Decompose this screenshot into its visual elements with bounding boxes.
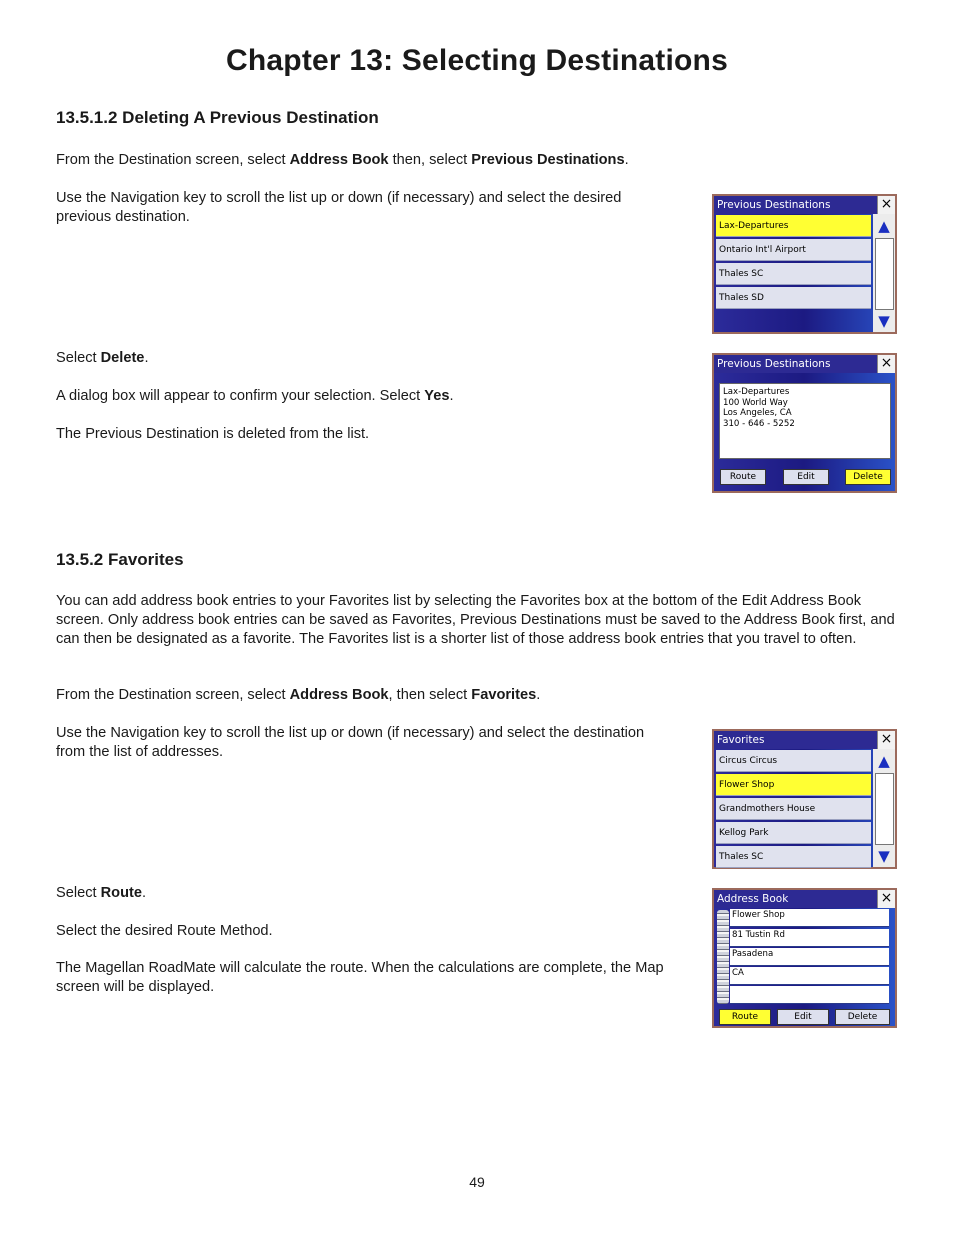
address-box — [719, 383, 891, 459]
close-icon[interactable]: × — [877, 196, 895, 214]
address-field[interactable] — [730, 986, 889, 1004]
address-line: 100 World Way — [723, 397, 788, 408]
list-item[interactable]: Thales SC — [716, 263, 871, 285]
paragraph: A dialog box will appear to confirm your selection. Select Yes. — [56, 388, 454, 404]
previous-destinations-list-screen — [712, 194, 897, 334]
screen-title: Address Book — [714, 890, 895, 908]
paragraph: Select Delete. — [56, 350, 149, 366]
close-icon[interactable]: × — [877, 355, 895, 373]
section-heading-deleting: 13.5.1.2 Deleting A Previous Destination — [56, 108, 379, 127]
list-item[interactable]: Grandmothers House — [716, 798, 871, 820]
address-line: Lax-Departures — [723, 387, 790, 397]
paragraph: From the Destination screen, select Address Book then, select Previous Destinations. — [56, 152, 629, 168]
close-icon[interactable]: × — [877, 890, 895, 908]
address-line: 310 - 646 - 5252 — [723, 418, 795, 429]
address-book-screen — [712, 888, 897, 1028]
paragraph: Use the Navigation key to scroll the list up or down (if necessary) and select the destination from the list of addresses. — [56, 725, 645, 760]
scroll-track[interactable] — [875, 238, 894, 310]
previous-destination-detail-screen — [712, 353, 897, 493]
paragraph: You can add address book entries to your Favorites list by selecting the Favorites box at the bottom of the Edit Address Book screen. Only address book entries can be saved as Favorites, Previous Destinations must be saved to the Address Book first, and can then be designated as a favorite. The Favorites list is a shorter list of those address book entries that you travel to often. — [56, 593, 895, 647]
list-item[interactable]: Thales SC — [716, 846, 871, 868]
address-field[interactable]: Flower Shop — [730, 909, 889, 927]
paragraph: Use the Navigation key to scroll the list up or down (if necessary) and select the desired previous destination. — [56, 190, 622, 225]
address-line: Los Angeles, CA — [723, 408, 792, 418]
list-item[interactable]: Flower Shop — [716, 774, 871, 796]
list-item[interactable]: Circus Circus — [716, 750, 871, 772]
paragraph: Select the desired Route Method. — [56, 923, 273, 939]
section-heading-favorites: 13.5.2 Favorites — [56, 550, 184, 569]
scroll-track[interactable] — [875, 773, 894, 845]
delete-button[interactable]: Delete — [845, 469, 891, 485]
paragraph: The Magellan RoadMate will calculate the route. When the calculations are complete, the Map screen will be displayed. — [56, 960, 664, 995]
delete-button[interactable]: Delete — [835, 1009, 890, 1025]
down-arrow-icon[interactable]: ▼ — [878, 312, 890, 330]
list-item[interactable]: Lax-Departures — [716, 215, 871, 237]
up-arrow-icon[interactable]: ▲ — [878, 217, 890, 235]
edit-button[interactable]: Edit — [777, 1009, 829, 1025]
page-number: 49 — [469, 1174, 485, 1190]
edit-button[interactable]: Edit — [783, 469, 829, 485]
notebook-spiral-icon — [717, 910, 729, 1004]
paragraph: From the Destination screen, select Address Book, then select Favorites. — [56, 687, 541, 703]
close-icon[interactable]: × — [877, 731, 895, 749]
address-field[interactable]: 81 Tustin Rd — [730, 929, 889, 947]
paragraph: The Previous Destination is deleted from the list. — [56, 426, 370, 442]
screen-title: Previous Destinations — [714, 355, 895, 373]
list-item[interactable]: Kellog Park — [716, 822, 871, 844]
list-item[interactable]: Ontario Int'l Airport — [716, 239, 871, 261]
down-arrow-icon[interactable]: ▼ — [878, 847, 890, 865]
screen-title: Favorites — [714, 731, 895, 749]
route-button[interactable]: Route — [719, 1009, 771, 1025]
list-item[interactable]: Thales SD — [716, 287, 871, 309]
chapter-title: Chapter 13: Selecting Destinations — [226, 44, 728, 77]
up-arrow-icon[interactable]: ▲ — [878, 752, 890, 770]
address-field[interactable]: CA — [730, 967, 889, 985]
route-button[interactable]: Route — [720, 469, 766, 485]
screen-title: Previous Destinations — [714, 196, 895, 214]
address-field[interactable]: Pasadena — [730, 948, 889, 966]
favorites-list-screen — [712, 729, 897, 869]
paragraph: Select Route. — [56, 885, 147, 901]
